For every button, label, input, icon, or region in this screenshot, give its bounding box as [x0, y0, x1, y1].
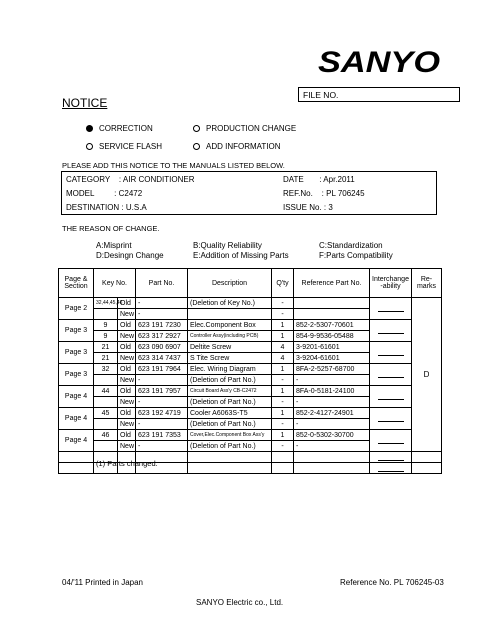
- interchange-line: [378, 371, 404, 378]
- manual-info-box: [61, 171, 437, 215]
- interchange-line: [378, 327, 404, 334]
- footer-printed: 04/'11 Printed in Japan: [62, 578, 143, 587]
- parts-change-table: [58, 268, 442, 474]
- cell-description: Deltite Screw: [188, 342, 272, 353]
- cell-part-no: 623 191 7230: [136, 320, 188, 331]
- option-service-flash: SERVICE FLASH: [86, 142, 162, 151]
- cell-key: 44: [94, 386, 118, 397]
- table-note: (1) Parts changed.: [96, 459, 158, 468]
- cell-status: Old: [118, 342, 136, 353]
- cell-description: (Deletion of Part No.): [188, 441, 272, 452]
- cell-page: Page 3: [59, 342, 94, 364]
- checked-radio-icon: [86, 125, 93, 132]
- cell-page: [59, 463, 94, 474]
- cell-qty: 4: [272, 342, 294, 353]
- table-row: [59, 364, 442, 375]
- cell-page: Page 4: [59, 408, 94, 430]
- option-add-information: ADD INFORMATION: [193, 142, 281, 151]
- cell-page: Page 3: [59, 320, 94, 342]
- cell-ref-part-no: -: [294, 397, 370, 408]
- cell-status: Old: [118, 298, 136, 309]
- issue-no-field: ISSUE No. : 3: [283, 203, 333, 212]
- cell-key: 32: [94, 364, 118, 375]
- reason-title: THE REASON OF CHANGE.: [62, 224, 160, 233]
- cell-ref-part-no: 3-9204-61601: [294, 353, 370, 364]
- radio-icon: [86, 143, 93, 150]
- cell-qty: [272, 452, 294, 463]
- cell-part-no: 623 314 7437: [136, 353, 188, 364]
- cell-description: [188, 452, 272, 463]
- reason-b: B:Quality Reliability: [193, 241, 262, 250]
- cell-key: 21: [94, 353, 118, 364]
- svg-text:SANYO: SANYO: [318, 46, 440, 79]
- reason-f: F:Parts Compatibility: [319, 251, 393, 260]
- option-correction: CORRECTION: [86, 124, 153, 133]
- cell-part-no: -: [136, 441, 188, 452]
- table-row: [59, 430, 442, 441]
- cell-description: Controller Assy(including PCB): [188, 331, 272, 342]
- cell-description: Elec. Wiring Diagram: [188, 364, 272, 375]
- cell-description: Cooler A6063S-T5: [188, 408, 272, 419]
- cell-status: Old: [118, 320, 136, 331]
- cell-page: Page 3: [59, 364, 94, 386]
- notice-title: NOTICE: [62, 96, 108, 110]
- cell-ref-part-no: 852-0-5302-30700: [294, 430, 370, 441]
- footer-company: SANYO Electric co., Ltd.: [196, 598, 284, 607]
- cell-qty: -: [272, 298, 294, 309]
- cell-qty: -: [272, 309, 294, 320]
- interchange-line: [378, 454, 404, 461]
- cell-description: (Deletion of Part No.): [188, 397, 272, 408]
- cell-page: Page 4: [59, 430, 94, 452]
- cell-interchange: [370, 430, 412, 452]
- cell-interchange: [370, 452, 412, 463]
- footer-reference: Reference No. PL 706245-03: [340, 578, 444, 587]
- cell-interchange: [370, 298, 412, 320]
- cell-status: Old: [118, 386, 136, 397]
- cell-remarks: D: [412, 298, 442, 452]
- cell-description: Cover,Elec.Component Box Ass'y: [188, 430, 272, 441]
- cell-remarks: [412, 463, 442, 474]
- cell-page: Page 4: [59, 386, 94, 408]
- interchange-line: [378, 393, 404, 400]
- cell-ref-part-no: 8FA-0-5181-24100: [294, 386, 370, 397]
- cell-description: (Deletion of Key No.): [188, 298, 272, 309]
- cell-ref-part-no: 8FA-2-5257-68700: [294, 364, 370, 375]
- header-description: Description: [188, 269, 272, 298]
- table-row: [59, 386, 442, 397]
- cell-description: Circuit Board Ass'y CB-C2472: [188, 386, 272, 397]
- cell-status: Old: [118, 430, 136, 441]
- cell-status: New: [118, 441, 136, 452]
- cell-key: 46: [94, 430, 118, 441]
- cell-status: New: [118, 331, 136, 342]
- cell-interchange: [370, 364, 412, 386]
- radio-icon: [193, 125, 200, 132]
- cell-key: [94, 309, 118, 320]
- cell-status: New: [118, 397, 136, 408]
- cell-interchange: [370, 408, 412, 430]
- cell-key: [94, 397, 118, 408]
- header-interchange: Interchange -ability: [370, 269, 412, 298]
- header-remarks: Re- marks: [412, 269, 442, 298]
- cell-key: 32,44,45,46: [94, 298, 118, 309]
- cell-ref-part-no: [294, 452, 370, 463]
- cell-ref-part-no: 854-9-9536-05488: [294, 331, 370, 342]
- destination-field: DESTINATION : U.S.A: [66, 203, 147, 212]
- cell-interchange: [370, 320, 412, 342]
- cell-part-no: -: [136, 397, 188, 408]
- cell-key: 45: [94, 408, 118, 419]
- table-row: [59, 342, 442, 353]
- radio-icon: [193, 143, 200, 150]
- cell-description: S Tite Screw: [188, 353, 272, 364]
- interchange-line: [378, 349, 404, 356]
- header-part-no: Part No.: [136, 269, 188, 298]
- cell-description: (Deletion of Part No.): [188, 419, 272, 430]
- interchange-line: [378, 305, 404, 312]
- cell-page: Page 2: [59, 298, 94, 320]
- cell-key: [94, 419, 118, 430]
- reason-e: E:Addition of Missing Parts: [193, 251, 289, 260]
- cell-ref-part-no: [294, 309, 370, 320]
- cell-status: Old: [118, 408, 136, 419]
- cell-status: Old: [118, 364, 136, 375]
- cell-part-no: -: [136, 309, 188, 320]
- cell-ref-part-no: 3-9201-61601: [294, 342, 370, 353]
- cell-key: 9: [94, 320, 118, 331]
- cell-qty: [272, 463, 294, 474]
- table-row: [59, 298, 442, 309]
- cell-ref-part-no: -: [294, 419, 370, 430]
- interchange-line: [378, 437, 404, 444]
- cell-qty: 1: [272, 386, 294, 397]
- cell-qty: -: [272, 375, 294, 386]
- cell-ref-part-no: -: [294, 441, 370, 452]
- interchange-line: [378, 415, 404, 422]
- option-production-change: PRODUCTION CHANGE: [193, 124, 296, 133]
- interchange-line: [378, 465, 404, 472]
- cell-key: [94, 375, 118, 386]
- cell-description: (Deletion of Part No.): [188, 375, 272, 386]
- cell-ref-part-no: -: [294, 375, 370, 386]
- cell-part-no: -: [136, 298, 188, 309]
- cell-remarks: [412, 452, 442, 463]
- cell-key: 9: [94, 331, 118, 342]
- reason-c: C:Standardization: [319, 241, 383, 250]
- cell-part-no: 623 317 2927: [136, 331, 188, 342]
- cell-part-no: 623 191 7957: [136, 386, 188, 397]
- cell-qty: -: [272, 397, 294, 408]
- reason-a: A:Misprint: [96, 241, 132, 250]
- cell-description: Elec.Component Box: [188, 320, 272, 331]
- cell-status: New: [118, 309, 136, 320]
- cell-interchange: [370, 342, 412, 364]
- cell-qty: 1: [272, 331, 294, 342]
- cell-interchange: [370, 463, 412, 474]
- cell-qty: 1: [272, 430, 294, 441]
- cell-part-no: 623 191 7964: [136, 364, 188, 375]
- date-field: DATE : Apr.2011: [283, 175, 355, 184]
- cell-qty: -: [272, 419, 294, 430]
- header-key-no: Key No.: [94, 269, 136, 298]
- cell-ref-part-no: 852-2-4127-24901: [294, 408, 370, 419]
- ref-no-field: REF.No. : PL 706245: [283, 189, 365, 198]
- cell-part-no: 623 192 4719: [136, 408, 188, 419]
- model-field: MODEL : C2472: [66, 189, 143, 198]
- cell-qty: 4: [272, 353, 294, 364]
- table-row: [59, 408, 442, 419]
- header-ref-part-no: Reference Part No.: [294, 269, 370, 298]
- sanyo-logo: [318, 46, 440, 79]
- instruction-text: PLEASE ADD THIS NOTICE TO THE MANUALS LISTED BELOW.: [62, 161, 285, 170]
- cell-qty: 1: [272, 320, 294, 331]
- cell-ref-part-no: [294, 298, 370, 309]
- cell-part-no: 623 090 6907: [136, 342, 188, 353]
- cell-part-no: -: [136, 419, 188, 430]
- cell-key: 21: [94, 342, 118, 353]
- cell-description: [188, 309, 272, 320]
- table-row: [59, 320, 442, 331]
- cell-qty: 1: [272, 364, 294, 375]
- cell-ref-part-no: [294, 463, 370, 474]
- cell-part-no: -: [136, 375, 188, 386]
- cell-qty: 1: [272, 408, 294, 419]
- category-field: CATEGORY : AIR CONDITIONER: [66, 175, 195, 184]
- cell-qty: -: [272, 441, 294, 452]
- cell-page: [59, 452, 94, 463]
- file-no-box: FILE NO.: [298, 87, 460, 102]
- cell-key: [94, 441, 118, 452]
- cell-interchange: [370, 386, 412, 408]
- header-qty: Q'ty: [272, 269, 294, 298]
- cell-part-no: 623 191 7353: [136, 430, 188, 441]
- cell-ref-part-no: 852-2-5307-70601: [294, 320, 370, 331]
- cell-status: New: [118, 353, 136, 364]
- cell-status: New: [118, 419, 136, 430]
- cell-status: New: [118, 375, 136, 386]
- cell-description: [188, 463, 272, 474]
- header-page-section: Page & Section: [59, 269, 94, 298]
- reason-d: D:Desingn Change: [96, 251, 164, 260]
